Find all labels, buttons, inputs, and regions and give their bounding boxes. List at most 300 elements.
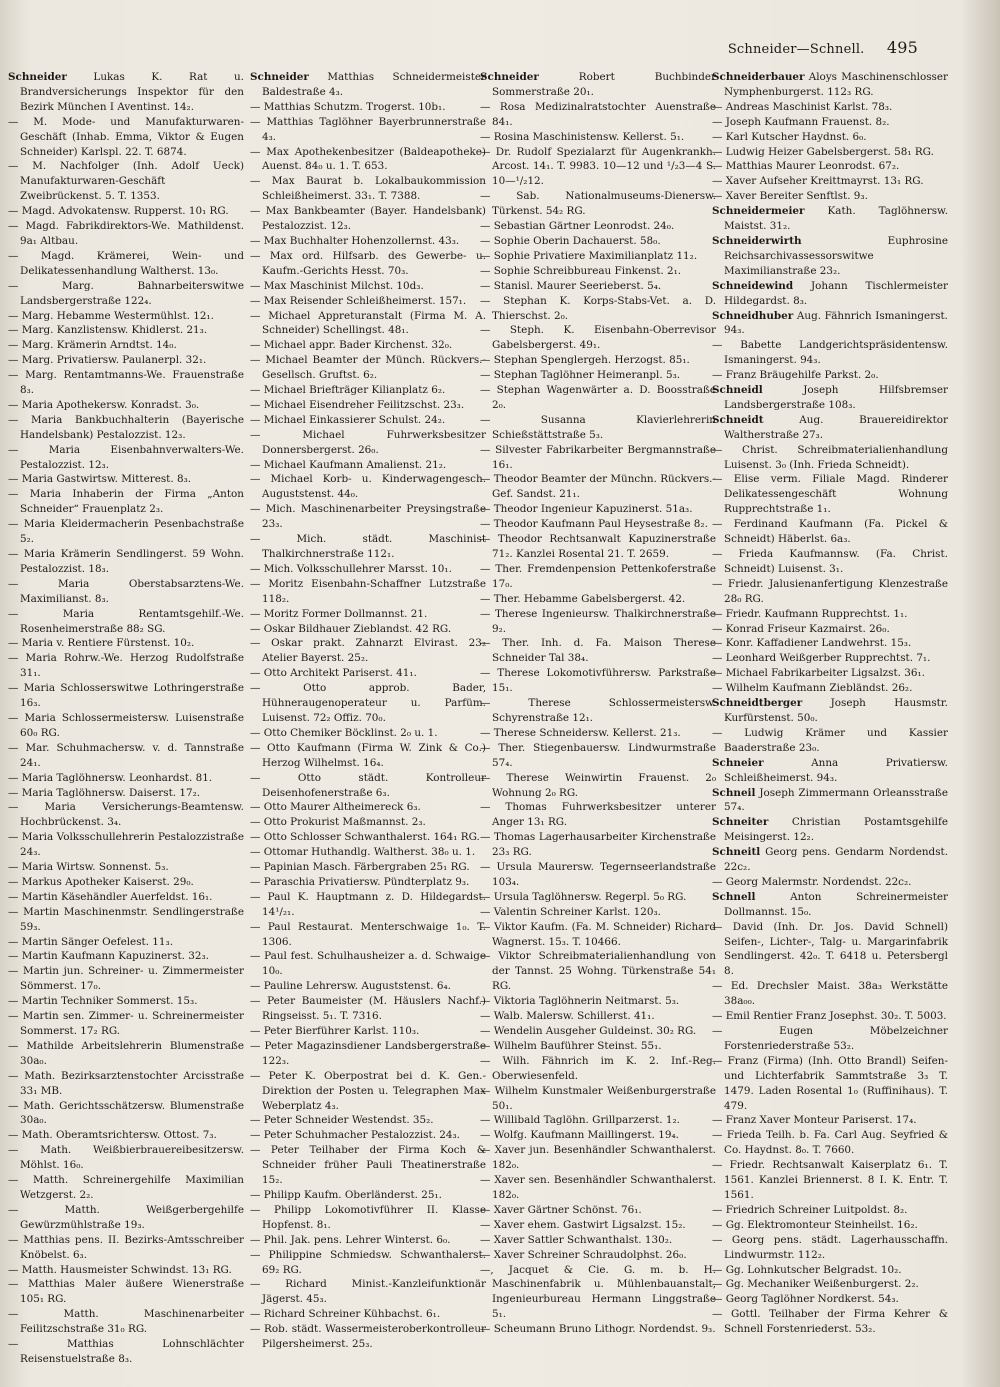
directory-entry [8, 800, 244, 830]
directory-entry [250, 174, 486, 204]
entry-text: — Max Bankbeamter (Bayer. Handelsbank) Pestalozzist. 12₃. [250, 205, 486, 233]
entry-text: — Viktor Kaufm. (Fa. M. Schneider) Richard Wagnerst. 15₃. T. 10466. [480, 920, 716, 948]
entry-text: Anton Schreinermeister Dollmannst. 15₀. [724, 890, 948, 918]
entry-text: —, Jacquet & Cie. G. m. b. H. Maschinenfabrik u. Mühlenbauanstalt, Ingenieurbureau Hermann Linggstraße 5₁. [480, 1263, 716, 1321]
entry-text: — Franz Xaver Monteur Pariserst. 17₄. [712, 1114, 917, 1127]
entry-text: — M. Mode- und Manufakturwaren-Geschäft (Inhab. Emma, Viktor & Eugen Schneider) Karlspl. 22. T. 6874. [8, 115, 244, 158]
entry-text: — Steph. K. Eisenbahn-Oberrevisor Gabelsbergerst. 49₁. [480, 324, 716, 352]
directory-entry [712, 130, 948, 145]
entry-text: — Max Baurat b. Lokalbaukommission Schleißheimerst. 33₁. T. 7388. [250, 175, 486, 203]
entry-text: — Markus Apotheker Kaiserst. 29₀. [8, 875, 194, 888]
entry-text: — Rosa Medizinalratstochter Auenstraße 84₁. [480, 100, 716, 128]
entry-text: — Max Buchhalter Hohenzollernst. 43₃. [250, 234, 460, 247]
entry-text: — Wilhelm Kunstmaler Weißenburgerstraße 50₁. [480, 1084, 716, 1112]
entry-text: — Wendelin Ausgeher Guldeinst. 30₂ RG. [480, 1025, 697, 1037]
entry-text: — Otto Prokurist Maßmannst. 2₃. [250, 816, 426, 829]
entry-text: — Stephan Spenglergeh. Herzogst. 85₁. [480, 354, 690, 367]
entry-text: — Magd. Fabrikdirektors-We. Mathildenst. 9a₁ Altbau. [8, 220, 244, 247]
entry-text: — Michael Korb- u. Kinderwagengesch. Auguststenst. 44₀. [250, 473, 486, 501]
entry-text: Matthias Schneidermeister Baldestraße 4₃. [262, 71, 486, 98]
entry-text: — Michael Appreturanstalt (Firma M. A. Schneider) Schellingst. 48₁. [250, 309, 486, 337]
directory-entry [250, 726, 486, 741]
entry-text: — Max ord. Hilfsarb. des Gewerbe- u. Kaufm.-Gerichts Hesst. 70₃. [250, 249, 486, 277]
entry-text: — Christ. Schreibmaterialienhandlung Luisenst. 3₀ (Inh. Frieda Schneidt). [712, 443, 948, 471]
directory-entry [250, 472, 486, 502]
entry-text: — Maria Kleidermacherin Pesenbachstraße 5₂. [8, 518, 244, 546]
directory-entry [712, 696, 948, 726]
directory-entry [8, 651, 244, 681]
directory-entry [250, 800, 486, 815]
directory-entry [480, 145, 716, 190]
directory-entry [712, 70, 948, 100]
entry-surname: Schneidhuber [712, 309, 794, 322]
directory-entry [8, 1039, 244, 1069]
directory-entry [480, 1218, 716, 1233]
entry-text: — Peter Baumeister (M. Häuslers Nachf.) Ringseisst. 5₁. T. 7316. [250, 995, 486, 1023]
directory-entry [8, 249, 244, 279]
directory-entry [8, 398, 244, 413]
entry-text: — Georg pens. städt. Lagerhausschaffn. Lindwurmstr. 112₂. [712, 1233, 948, 1261]
directory-entry [480, 666, 716, 696]
directory-entry [480, 994, 716, 1009]
directory-entry [250, 294, 486, 309]
entry-text: — Maria Rentamtsgehilf.-We. Rosenheimerstraße 88₂ SG. [8, 607, 244, 635]
entry-text: — Marg. Bahnarbeiterswitwe Landsbergerstraße 122₄. [8, 279, 244, 307]
directory-entry [8, 487, 244, 517]
directory-entry [250, 815, 486, 830]
entry-text: — Ed. Drechsler Maist. 38a₃ Werkstätte 38a₀₀. [712, 980, 948, 1008]
directory-entry [480, 189, 716, 219]
entry-surname: Schneider [8, 71, 67, 83]
entry-text: — Michael Beamter der Münch. Rückvers.-Gesellsch. Gruftst. 6₂. [250, 354, 486, 382]
entry-text: Lukas K. Rat u. Brandversicherungs Inspektor für den Bezirk München I Aventinst. 14₂. [20, 71, 244, 113]
entry-text: — Peter Schuhmacher Pestalozzist. 24₃. [250, 1129, 460, 1142]
running-head [728, 38, 918, 57]
directory-entry [250, 979, 486, 994]
directory-entry [8, 1069, 244, 1099]
entry-text: — Otto Kaufmann (Firma W. Zink & Co.) Herzog Wilhelmst. 16₄. [250, 741, 486, 769]
directory-entry [712, 100, 948, 115]
entry-text: — Franz Bräugehilfe Parkst. 2₀. [712, 369, 879, 382]
directory-entry [480, 741, 716, 771]
entry-text: — Otto Chemiker Böcklinst. 2₀ u. 1. [250, 726, 438, 739]
directory-entry [480, 249, 716, 264]
entry-text: — Mar. Schuhmachersw. v. d. Tannstraße 24₁. [8, 741, 244, 769]
entry-text: — Mich. Volksschullehrer Marsst. 10₁. [250, 562, 452, 575]
directory-entry [712, 890, 948, 920]
entry-text: — Ther. Stiegenbauersw. Lindwurmstraße 57₄. [480, 741, 716, 769]
entry-surname: Schneitl [712, 846, 761, 859]
directory-entry [250, 1113, 486, 1128]
entry-text: Kath. Taglöhnersw. Maistst. 31₂. [724, 205, 948, 233]
directory-entry [480, 368, 716, 383]
directory-entry [8, 219, 244, 249]
directory-entry [712, 577, 948, 607]
directory-entry [8, 1277, 244, 1307]
entry-text: — Matthias Maler äußere Wienerstraße 105₁ RG. [8, 1278, 244, 1306]
entry-surname: Schneidtberger [712, 697, 803, 710]
entry-text: — Wilhelm Kaufmann Ziebländst. 26₂. [712, 682, 913, 695]
directory-entry [8, 115, 244, 160]
directory-entry [712, 383, 948, 413]
directory-entry [712, 622, 948, 637]
entry-text: Aloys Maschinenschlosser Nymphenburgerst. 112₃ RG. [724, 71, 948, 98]
entry-text: — Michael Kaufmann Amalienst. 21₂. [250, 458, 447, 471]
running-title: Schneider—Schnell. [727, 42, 865, 57]
directory-entry [250, 666, 486, 681]
directory-entry [480, 1054, 716, 1084]
entry-text: — Michael appr. Bader Kirchenst. 32₀. [250, 339, 453, 352]
directory-entry [480, 1039, 716, 1054]
directory-entry [250, 309, 486, 339]
directory-entry [250, 383, 486, 398]
entry-text: — Ursula Taglöhnersw. Regerpl. 5₀ RG. [480, 890, 687, 903]
entry-text: — Mathilde Arbeitslehrerin Blumenstraße 30a₀. [8, 1039, 244, 1067]
directory-entry [250, 1069, 486, 1114]
entry-text: — Georg Malermstr. Nordendst. 22c₂. [712, 875, 912, 888]
directory-entry [250, 204, 486, 234]
directory-entry [250, 279, 486, 294]
directory-entry [8, 1307, 244, 1337]
entry-surname: Schneider [250, 71, 309, 83]
directory-entry [480, 1009, 716, 1024]
entry-text: — Wilhelm Bauführer Steinst. 55₁. [480, 1039, 662, 1052]
directory-entry [8, 711, 244, 741]
directory-entry [250, 860, 486, 875]
directory-entry [712, 1233, 948, 1263]
directory-entry [250, 398, 486, 413]
directory-entry [8, 771, 244, 786]
directory-entry [480, 100, 716, 130]
entry-text: — M. Nachfolger (Inh. Adolf Ueck) Manufakturwaren-Geschäft Zweibrückenst. 5. T. 1353. [8, 160, 244, 203]
directory-entry [250, 1203, 486, 1233]
directory-entry [480, 1173, 716, 1203]
entry-text: — Ferdinand Kaufmann (Fa. Pickel & Schneidt) Häberlst. 6a₃. [712, 518, 948, 546]
directory-entry [8, 905, 244, 935]
directory-entry [712, 979, 948, 1009]
directory-entry [250, 1233, 486, 1248]
entry-text: — Magd. Advokatensw. Rupperst. 10₁ RG. [8, 205, 229, 218]
directory-entry [712, 1218, 948, 1233]
entry-text: — Matthias Lohnschlächter Reisenstuelstraße 8₃. [8, 1338, 244, 1365]
directory-entry [480, 905, 716, 920]
entry-text: — Theodor Rechtsanwalt Kapuzinerstraße 71₂. Kanzlei Rosental 21. T. 2659. [480, 533, 716, 560]
directory-entry [712, 234, 948, 279]
entry-surname: Schneidermeier [712, 205, 805, 218]
directory-entry [480, 1248, 716, 1263]
entry-text: — Pauline Lehrersw. Auguststenst. 6₄. [250, 980, 451, 993]
directory-entry [480, 413, 716, 443]
directory-entry [8, 1263, 244, 1278]
entry-surname: Schneiderwirth [712, 234, 802, 247]
directory-entry [712, 159, 948, 174]
entry-text: — Peter Schneider Westendst. 35₂. [250, 1114, 434, 1127]
entry-text: — Maria Bankbuchhalterin (Bayerische Handelsbank) Pestalozzist. 12₃. [8, 413, 244, 441]
entry-text: — Theodor Kaufmann Paul Heysestraße 8₂. [480, 518, 708, 531]
directory-entry [250, 622, 486, 637]
directory-entry [8, 368, 244, 398]
directory-entry [712, 547, 948, 577]
entry-text: — Michael Fuhrwerksbesitzer Donnersbergerst. 26₀. [250, 428, 486, 456]
directory-entry [8, 786, 244, 801]
entry-text: — Maria Gastwirtsw. Mitterest. 8₃. [8, 473, 192, 486]
entry-text: Joseph Hausmstr. Kurfürstenst. 50₀. [724, 697, 948, 724]
directory-entry [712, 845, 948, 875]
directory-entry [250, 70, 486, 100]
directory-entry [712, 1113, 948, 1128]
directory-entry [250, 577, 486, 607]
entry-text: — Maria Versicherungs-Beamtensw. Hochbrückenst. 3₄. [8, 801, 244, 829]
directory-entry [8, 741, 244, 771]
entry-text: — Theodor Beamter der Münchn. Rückvers.-Gef. Sandst. 21₁. [480, 473, 716, 501]
directory-entry [480, 323, 716, 353]
directory-entry [712, 815, 948, 845]
directory-entry [250, 994, 486, 1024]
directory-entry [712, 145, 948, 160]
entry-text: — Sebastian Gärtner Leonrodst. 24₀. [480, 220, 675, 233]
directory-entry [250, 1307, 486, 1322]
entry-text: — Otto städt. Kontrolleur Deisenhofenerstraße 6₃. [250, 771, 486, 799]
entry-text: — Peter Magazinsdiener Landsbergerstraße 122₃. [250, 1039, 486, 1067]
directory-entry [8, 443, 244, 473]
entry-text: — Paraschia Privatiersw. Pündterplatz 9₃. [250, 875, 470, 888]
entry-text: — Sophie Privatiere Maximilianplatz 11₂. [480, 249, 698, 262]
entry-text: — Eugen Möbelzeichner Forstenriederstraße 53₂. [712, 1025, 948, 1052]
entry-text: — Therese Ingenieursw. Thalkirchnerstraße 9₂. [480, 607, 716, 635]
entry-text: — Ursula Maurersw. Tegernseerlandstraße 103₄. [480, 861, 716, 888]
directory-entry [8, 413, 244, 443]
entry-text: — Marg. Hebamme Westermühlst. 12₁. [8, 309, 214, 322]
entry-text: — Matth. Maschinenarbeiter Feilitzschstraße 31₀ RG. [8, 1308, 244, 1336]
directory-entry [712, 1054, 948, 1114]
entry-surname: Schneidl [712, 384, 763, 397]
entry-text: — Matthias Maurer Leonrodst. 67₂. [712, 160, 900, 173]
directory-entry [480, 860, 716, 890]
directory-entry [480, 592, 716, 607]
directory-entry [480, 771, 716, 801]
entry-surname: Schneier [712, 756, 764, 769]
directory-entry [250, 1143, 486, 1188]
entry-text: — Michael Eisendreher Feilitzschst. 23₃. [250, 398, 465, 411]
directory-entry [712, 174, 948, 189]
entry-text: — Ther. Hebamme Gabelsbergerst. 42. [480, 592, 686, 605]
entry-surname: Schneidewind [712, 279, 794, 292]
entry-text: — Math. Oberamtsrichtersw. Ottost. 7₃. [8, 1129, 217, 1142]
directory-entry [480, 130, 716, 145]
entry-text: — Rosina Maschinistensw. Kellerst. 5₁. [480, 130, 685, 143]
directory-entry [712, 279, 948, 309]
entry-text: — Therese Schneidersw. Kellerst. 21₃. [480, 726, 681, 739]
directory-entry [8, 636, 244, 651]
entry-text: — Maria Schlossermeistersw. Luisenstraße 60₀ RG. [8, 711, 244, 739]
directory-entry [480, 920, 716, 950]
directory-entry [480, 636, 716, 666]
directory-entry [8, 279, 244, 309]
entry-text: — Moritz Eisenbahn-Schaffner Lutzstraße 118₂. [250, 577, 486, 605]
directory-entry [480, 294, 716, 324]
entry-text: — Konrad Friseur Kazmairst. 26₀. [712, 622, 890, 635]
directory-entry [480, 726, 716, 741]
entry-text: — Martin Käsehändler Auerfeldst. 16₁. [8, 890, 213, 903]
directory-entry [480, 472, 716, 502]
directory-entry [712, 189, 948, 204]
directory-entry [250, 681, 486, 726]
entry-text: — Oskar prakt. Zahnarzt Elvirast. 23₂ Atelier Bayerst. 25₂. [250, 637, 486, 665]
directory-entry [480, 1128, 716, 1143]
entry-text: — Xaver jun. Besenhändler Schwanthalerst. 182₀. [480, 1144, 716, 1172]
entry-text: — Peter K. Oberpostrat bei d. K. Gen.-Direktion der Posten u. Telegraphen Max Weberplatz 4₃. [250, 1069, 486, 1112]
directory-entry [712, 1203, 948, 1218]
directory-entry [250, 890, 486, 920]
entry-text: — Leonhard Weißgerber Rupprechtst. 7₁. [712, 652, 931, 665]
directory-entry [250, 875, 486, 890]
directory-entry [250, 1188, 486, 1203]
entry-surname: Schneiderbauer [712, 71, 805, 83]
entry-text: — Mich. Maschinenarbeiter Preysingstraße 23₃. [250, 503, 486, 531]
directory-entry [8, 309, 244, 324]
directory-entry [8, 353, 244, 368]
directory-entry [250, 771, 486, 801]
entry-text: — Mich. städt. Maschinist Thalkirchnerstraße 112₁. [250, 533, 486, 560]
directory-entry [480, 800, 716, 830]
entry-text: — Babette Landgerichtspräsidentensw. Ismaningerst. 94₃. [712, 339, 948, 367]
directory-entry [250, 1322, 486, 1352]
entry-text: — Matthias Taglöhner Bayerbrunnerstraße 4₃. [250, 115, 486, 143]
entry-text: — Oskar Bildhauer Zieblandst. 42 RG. [250, 622, 452, 635]
entry-text: — Thomas Fuhrwerksbesitzer unterer Anger 13₁ RG. [480, 801, 716, 829]
entry-text: — Willibald Taglöhn. Grillparzerst. 1₂. [480, 1114, 680, 1127]
directory-entry [250, 1024, 486, 1039]
entry-surname: Schneil [712, 786, 756, 799]
entry-text: — Ther. Fremdenpension Pettenkoferstraße 17₀. [480, 562, 716, 590]
entry-text: — Magd. Krämerei, Wein- und Delikatessenhandlung Waltherst. 13₀. [8, 249, 244, 277]
entry-text: — Marg. Kanzlistensw. Khidlerst. 21₃. [8, 324, 208, 337]
directory-entry [712, 368, 948, 383]
entry-text: — Maria Inhaberin der Firma „Anton Schneider“ Frauenplatz 2₃. [8, 488, 244, 516]
entry-text: — Xaver Schreiner Schraudolphst. 26₀. [480, 1248, 687, 1261]
entry-text: — Maria Volksschullehrerin Pestalozzistraße 24₃. [8, 831, 244, 859]
entry-text: — Max Maschinist Milchst. 10d₃. [250, 279, 424, 292]
entry-text: — Friedrich Schreiner Luitpoldst. 8₂. [712, 1203, 908, 1216]
directory-entry [712, 1024, 948, 1054]
entry-text: — Peter Bierführer Karlst. 110₃. [250, 1025, 420, 1037]
directory-entry [712, 636, 948, 651]
entry-text: — Matth. Hausmeister Schwindst. 13₁ RG. [8, 1263, 232, 1276]
entry-text: — Gg. Mechaniker Weißenburgerst. 2₂. [712, 1278, 919, 1291]
entry-text: — Andreas Maschinist Karlst. 78₃. [712, 100, 893, 113]
entry-text: — Otto Schlosser Schwanthalerst. 164₁ RG. [250, 831, 480, 844]
entry-text: — Otto approb. Bader, Hühneraugenoperateur u. Parfüm. Luisenst. 72₂ Offiz. 70₀. [250, 682, 486, 724]
entry-text: Georg pens. Gendarm Nordendst. 22c₂. [724, 846, 948, 874]
entry-text: Johann Tischlermeister Hildegardst. 8₃. [724, 279, 948, 307]
entry-text: Aug. Fähnrich Ismaningerst. 94₃. [724, 309, 948, 337]
directory-entry [250, 502, 486, 532]
entry-text: — Susanna Klavierlehrerin Schießstättstraße 5₃. [480, 413, 716, 441]
directory-entry [480, 279, 716, 294]
directory-entry [250, 1128, 486, 1143]
directory-entry [250, 830, 486, 845]
directory-entry [712, 338, 948, 368]
directory-entry [480, 1084, 716, 1114]
entry-text: — Michael Briefträger Kilianplatz 6₂. [250, 384, 446, 397]
entry-text: — Xaver Bereiter Senftlst. 9₃. [712, 190, 868, 203]
directory-entry [712, 309, 948, 339]
entry-text: — Richard Schreiner Kühbachst. 6₁. [250, 1308, 441, 1321]
entry-text: — Viktoria Taglöhnerin Neitmarst. 5₃. [480, 995, 680, 1008]
directory-entry [250, 532, 486, 562]
directory-entry [8, 1233, 244, 1263]
directory-entry [8, 159, 244, 204]
entry-text: Aug. Brauereidirektor Waltherstraße 27₃. [724, 413, 948, 441]
directory-entry [8, 1173, 244, 1203]
entry-text: — Therese Lokomotivführersw. Parkstraße 15₁. [480, 667, 716, 695]
entry-text: — Walb. Malersw. Schillerst. 41₁. [480, 1010, 655, 1023]
entry-text: — Dr. Rudolf Spezialarzt für Augenkrankh. Arcost. 14₁. T. 9983. 10—12 und ¹/₂3—4 S. 10—¹/₂12. [480, 145, 716, 188]
directory-entry [8, 70, 244, 115]
entry-text: — Therese Weinwirtin Frauenst. 2₀ Wohnung 2₀ RG. [480, 771, 716, 799]
entry-text: — Stephan Wagenwärter a. D. Boosstraße 2₀. [480, 384, 716, 411]
entry-text: — Maria v. Rentiere Fürstenst. 10₂. [8, 637, 195, 650]
entry-text: Euphrosine Reichsarchivassessorswitwe Maximilianstraße 23₂. [724, 234, 948, 277]
entry-text: — Viktor Schreibmaterialienhandlung von der Tannst. 25 Wohng. Türkenstraße 54₁ RG. [480, 950, 716, 993]
directory-entry [712, 1128, 948, 1158]
entry-text: — Friedr. Kaufmann Rupprechtst. 1₁. [712, 607, 908, 620]
entry-text: Robert Buchbinder Sommerstraße 20₁. [492, 71, 716, 98]
directory-entry [480, 264, 716, 279]
entry-text: — Otto Maurer Altheimereck 6₃. [250, 801, 421, 814]
directory-entry [712, 413, 948, 443]
entry-text: — Paul K. Hauptmann z. D. Hildegardst. 14¹/₂₁. [250, 890, 486, 918]
directory-entry [480, 830, 716, 860]
directory-entry [8, 830, 244, 860]
entry-text: — Marg. Rentamtmanns-We. Frauenstraße 8₃. [8, 369, 244, 397]
directory-entry [250, 1248, 486, 1278]
directory-entry [712, 756, 948, 786]
entry-text: — Math. Bezirksarztenstochter Arcisstraße 33₁ MB. [8, 1069, 244, 1097]
entry-text: — Silvester Fabrikarbeiter Bergmannstraße 16₁. [480, 443, 716, 471]
entry-text: — Sab. Nationalmuseums-Dienersw. Türkenst. 54₂ RG. [480, 190, 716, 218]
directory-entry [480, 502, 716, 517]
directory-entry [480, 1024, 716, 1039]
page-number: 495 [886, 38, 918, 57]
entry-text: — Wolfg. Kaufmann Maillingerst. 19₄. [480, 1129, 679, 1142]
directory-entry [8, 1099, 244, 1129]
entry-text: — Ottomar Huthandlg. Waltherst. 38₀ u. 1. [250, 846, 476, 859]
entry-text: — Frieda Teilh. b. Fa. Carl Aug. Seyfried & Co. Haydnst. 8₀. T. 7660. [712, 1129, 948, 1157]
entry-text: — Phil. Jak. pens. Lehrer Winterst. 6₀. [250, 1233, 451, 1246]
entry-text: Anna Privatiersw. Schleißheimerst. 94₃. [724, 756, 948, 784]
directory-entry [8, 681, 244, 711]
directory-entry [250, 920, 486, 950]
entry-text: — Math. Weißbierbrauereibesitzersw. Möhlst. 16₀. [8, 1144, 244, 1172]
directory-entry [8, 472, 244, 487]
entry-text: Joseph Hilfsbremser Landsbergerstraße 108₃. [724, 384, 948, 411]
directory-entry [250, 636, 486, 666]
entry-text: — Emil Rentier Franz Josephst. 30₂. T. 5003. [712, 1010, 947, 1023]
entry-text: — Philipp Kaufm. Oberländerst. 25₁. [250, 1188, 442, 1201]
directory-entry [250, 115, 486, 145]
directory-entry [480, 562, 716, 592]
directory-entry [480, 1233, 716, 1248]
entry-text: — Matthias Schutzm. Trogerst. 10b₁. [250, 100, 446, 113]
directory-entry [480, 607, 716, 637]
entry-surname: Schneidt [712, 413, 764, 426]
entry-text: — Ludwig Heizer Gabelsbergerst. 58₁ RG. [712, 145, 934, 158]
directory-entry [8, 517, 244, 547]
directory-entry [8, 890, 244, 905]
directory-entry [8, 338, 244, 353]
entry-text: — Xaver Aufseher Kreittmayrst. 13₁ RG. [712, 175, 924, 188]
